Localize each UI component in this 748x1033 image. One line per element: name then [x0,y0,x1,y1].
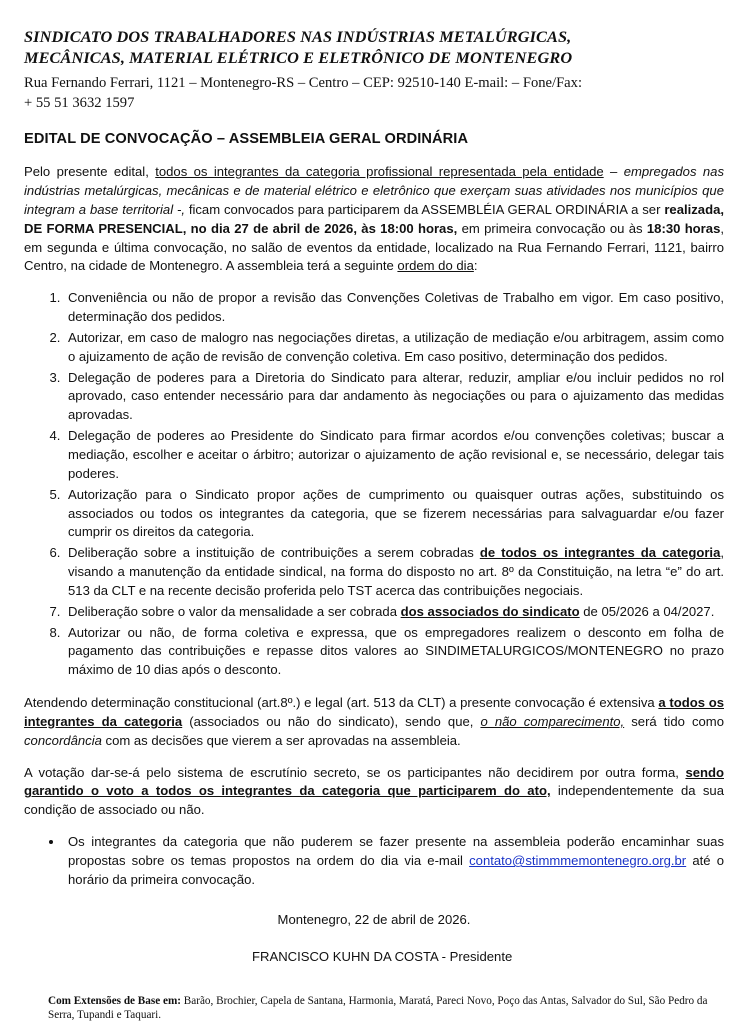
agenda-item [64,544,724,601]
intro-seg-1: Pelo presente edital, [24,164,156,180]
intro-seg-9-underlined: ordem do dia [397,258,474,274]
closing2-seg-1: A votação dar-se-á pelo sistema de escrutínio secreto, se os participantes não decidirem por outra forma, [24,764,686,780]
agenda-item [64,624,724,681]
closing2-seg-2-bold-underlined: sendo garantido o voto a todos os integrantes da categoria que participarem do ato, [24,764,724,799]
intro-seg-2-underlined: todos os integrantes da categoria profissional representada pela entidade [155,164,604,180]
agenda-item-segment: Autorizar ou não, de forma coletiva e expressa, que os empregadores realizem o desconto em folha de pagamento das contribuições e repasse ditos valores ao SINDIMETALURGICOS/MONTENEGRO no prazo máximo de 10 dias após o desconto. [68,624,724,678]
agenda-item-segment: Autorizar, em caso de malogro nas negociações diretas, a utilização de mediação e/ou arbitragem, assim como o ajuizamento de ação de revisão de convenção coletiva. Em caso positivo, determinação dos pedidos. [68,329,724,364]
footer-cities: Barão, Brochier, Capela de Santana, Harmonia, Maratá, Pareci Novo, Poço das Antas, Salvador do Sul, São Pedro da Serra, Tupandi e Taquari. [48,994,708,1022]
agenda-item [64,603,724,622]
agenda-item-segment: , visando a manutenção da entidade sindical, na forma do disposto no art. 8º da Constituição, na letra “e” do art. 513 da CLT e na recente decisão proferida pelo TST acerca das contribuições negociais. [68,545,724,598]
note-seg-1: Os integrantes da categoria que não puderem se fazer presente na assembleia poderão encaminhar suas propostas sobre os temas propostos na ordem do dia via e-mail [68,834,724,868]
agenda-item-segment: Delegação de poderes ao Presidente do Sindicato para firmar acordos e/ou convenções coletivas; buscar a mediação, escolher e aceitar o árbitro; autorizar o ajuizamento de ação revisional e, se necessário, delegar tais poderes. [68,428,724,481]
agenda-item [64,486,724,543]
agenda-item [64,329,724,367]
closing1-seg-4-italic-underlined: o não comparecimento, [480,713,625,729]
note-seg-2: até o horário da primeira convocação. [68,853,724,887]
agenda-item [64,427,724,484]
agenda-list [24,289,724,680]
agenda-item-segment: Autorização para o Sindicato propor ações de cumprimento ou quaisquer outras ações, substituindo os associados ou todos os integrantes da categoria, que se fizerem necessárias para salvaguardar e/ou fazer cumprir os direitos da categoria. [68,486,724,540]
organization-title-line1: SINDICATO DOS TRABALHADORES NAS INDÚSTRIAS METALÚRGICAS, [24,27,572,46]
organization-address [24,74,724,113]
organization-title [24,26,724,68]
closing-paragraph-2 [24,764,724,821]
agenda-item-segment: Deliberação sobre o valor da mensalidade a ser cobrada [68,603,401,619]
document-title: EDITAL DE CONVOCAÇÃO – ASSEMBLEIA GERAL ORDINÁRIA [24,131,469,148]
agenda-item-segment: Conveniência ou não de propor a revisão das Convenções Coletivas de Trabalho em vigor. Em caso positivo, determinação dos pedidos. [68,290,724,325]
contact-email-link[interactable]: contato@stimmmemontenegro.org.br [469,853,687,868]
closing2-seg-3: independentemente da sua condição de associado ou não. [24,783,724,818]
closing1-seg-2-bold-underlined: a todos os integrantes da categoria [24,695,724,729]
agenda-item-segment: Delegação de poderes para a Diretoria do Sindicato para alterar, reduzir, ampliar e/ou incluir pedidos no rol aprovado, caso entender necessário para dar andamento às negociações ou para o ajuizamento das medidas aprovadas. [68,369,724,423]
intro-seg-7-bold: 18:30 horas [646,220,721,236]
intro-seg-8: , em segunda e última convocação, no salão de eventos da entidade, localizado na Rua Fernando Ferrari, 1121, bairro Centro, na cidade de Montenegro. A assembleia terá a seguinte [24,220,724,274]
intro-seg-4: ficam convocados para participarem da ASSEMBLÉIA GERAL ORDINÁRIA a ser [184,201,665,217]
organization-title-line2: MECÂNICAS, MATERIAL ELÉTRICO E ELETRÔNICO DE MONTENEGRO [24,48,573,68]
closing1-seg-5: será tido como [624,713,724,729]
agenda-item-segment: dos associados do sindicato [400,603,580,619]
agenda-item-segment: de 05/2026 a 04/2027. [579,603,715,619]
signature-name-role: FRANCISCO KUHN DA COSTA - Presidente [252,948,513,964]
agenda-item-segment: de todos os integrantes da categoria [479,545,721,561]
intro-paragraph [24,163,724,276]
closing1-seg-1: Atendendo determinação constitucional (art.8º.) e legal (art. 513 da CLT) a presente convocação é extensiva [24,695,659,711]
intro-seg-5-bold: realizada, DE FORMA PRESENCIAL, no dia 27 de abril de 2026, às 18:00 horas, [24,201,724,236]
organization-address-line1: Rua Fernando Ferrari, 1121 – Montenegro-RS – Centro – CEP: 92510-140 E-mail: – Fone/Fax: [24,75,583,92]
list-item [64,833,724,890]
organization-phone-line: + 55 51 3632 1597 [24,94,135,111]
closing1-seg-3: (associados ou não do sindicato), sendo que, [182,713,481,729]
intro-seg-6: em primeira convocação ou às [457,220,647,236]
closing-paragraph-1 [24,694,724,751]
intro-seg-3-italic: – empregados nas indústrias metalúrgicas, mecânicas e de material elétrico e eletrônico que exerçam suas atividades nos municípios que integram a base territorial -, [24,164,724,217]
closing1-seg-6-italic: concordância [24,732,102,748]
intro-seg-10: : [473,258,478,274]
notes-list [24,833,724,890]
signature-place-date: Montenegro, 22 de abril de 2026. [277,911,471,927]
footer-base-extensions [24,994,724,1023]
footer-label: Com Extensões de Base em: [48,994,181,1007]
agenda-item [64,369,724,426]
closing1-seg-7: com as decisões que vierem a ser aprovadas na assembleia. [101,732,461,748]
agenda-item-segment: Deliberação sobre a instituição de contribuições a serem cobradas [68,545,480,561]
agenda-item [64,289,724,327]
